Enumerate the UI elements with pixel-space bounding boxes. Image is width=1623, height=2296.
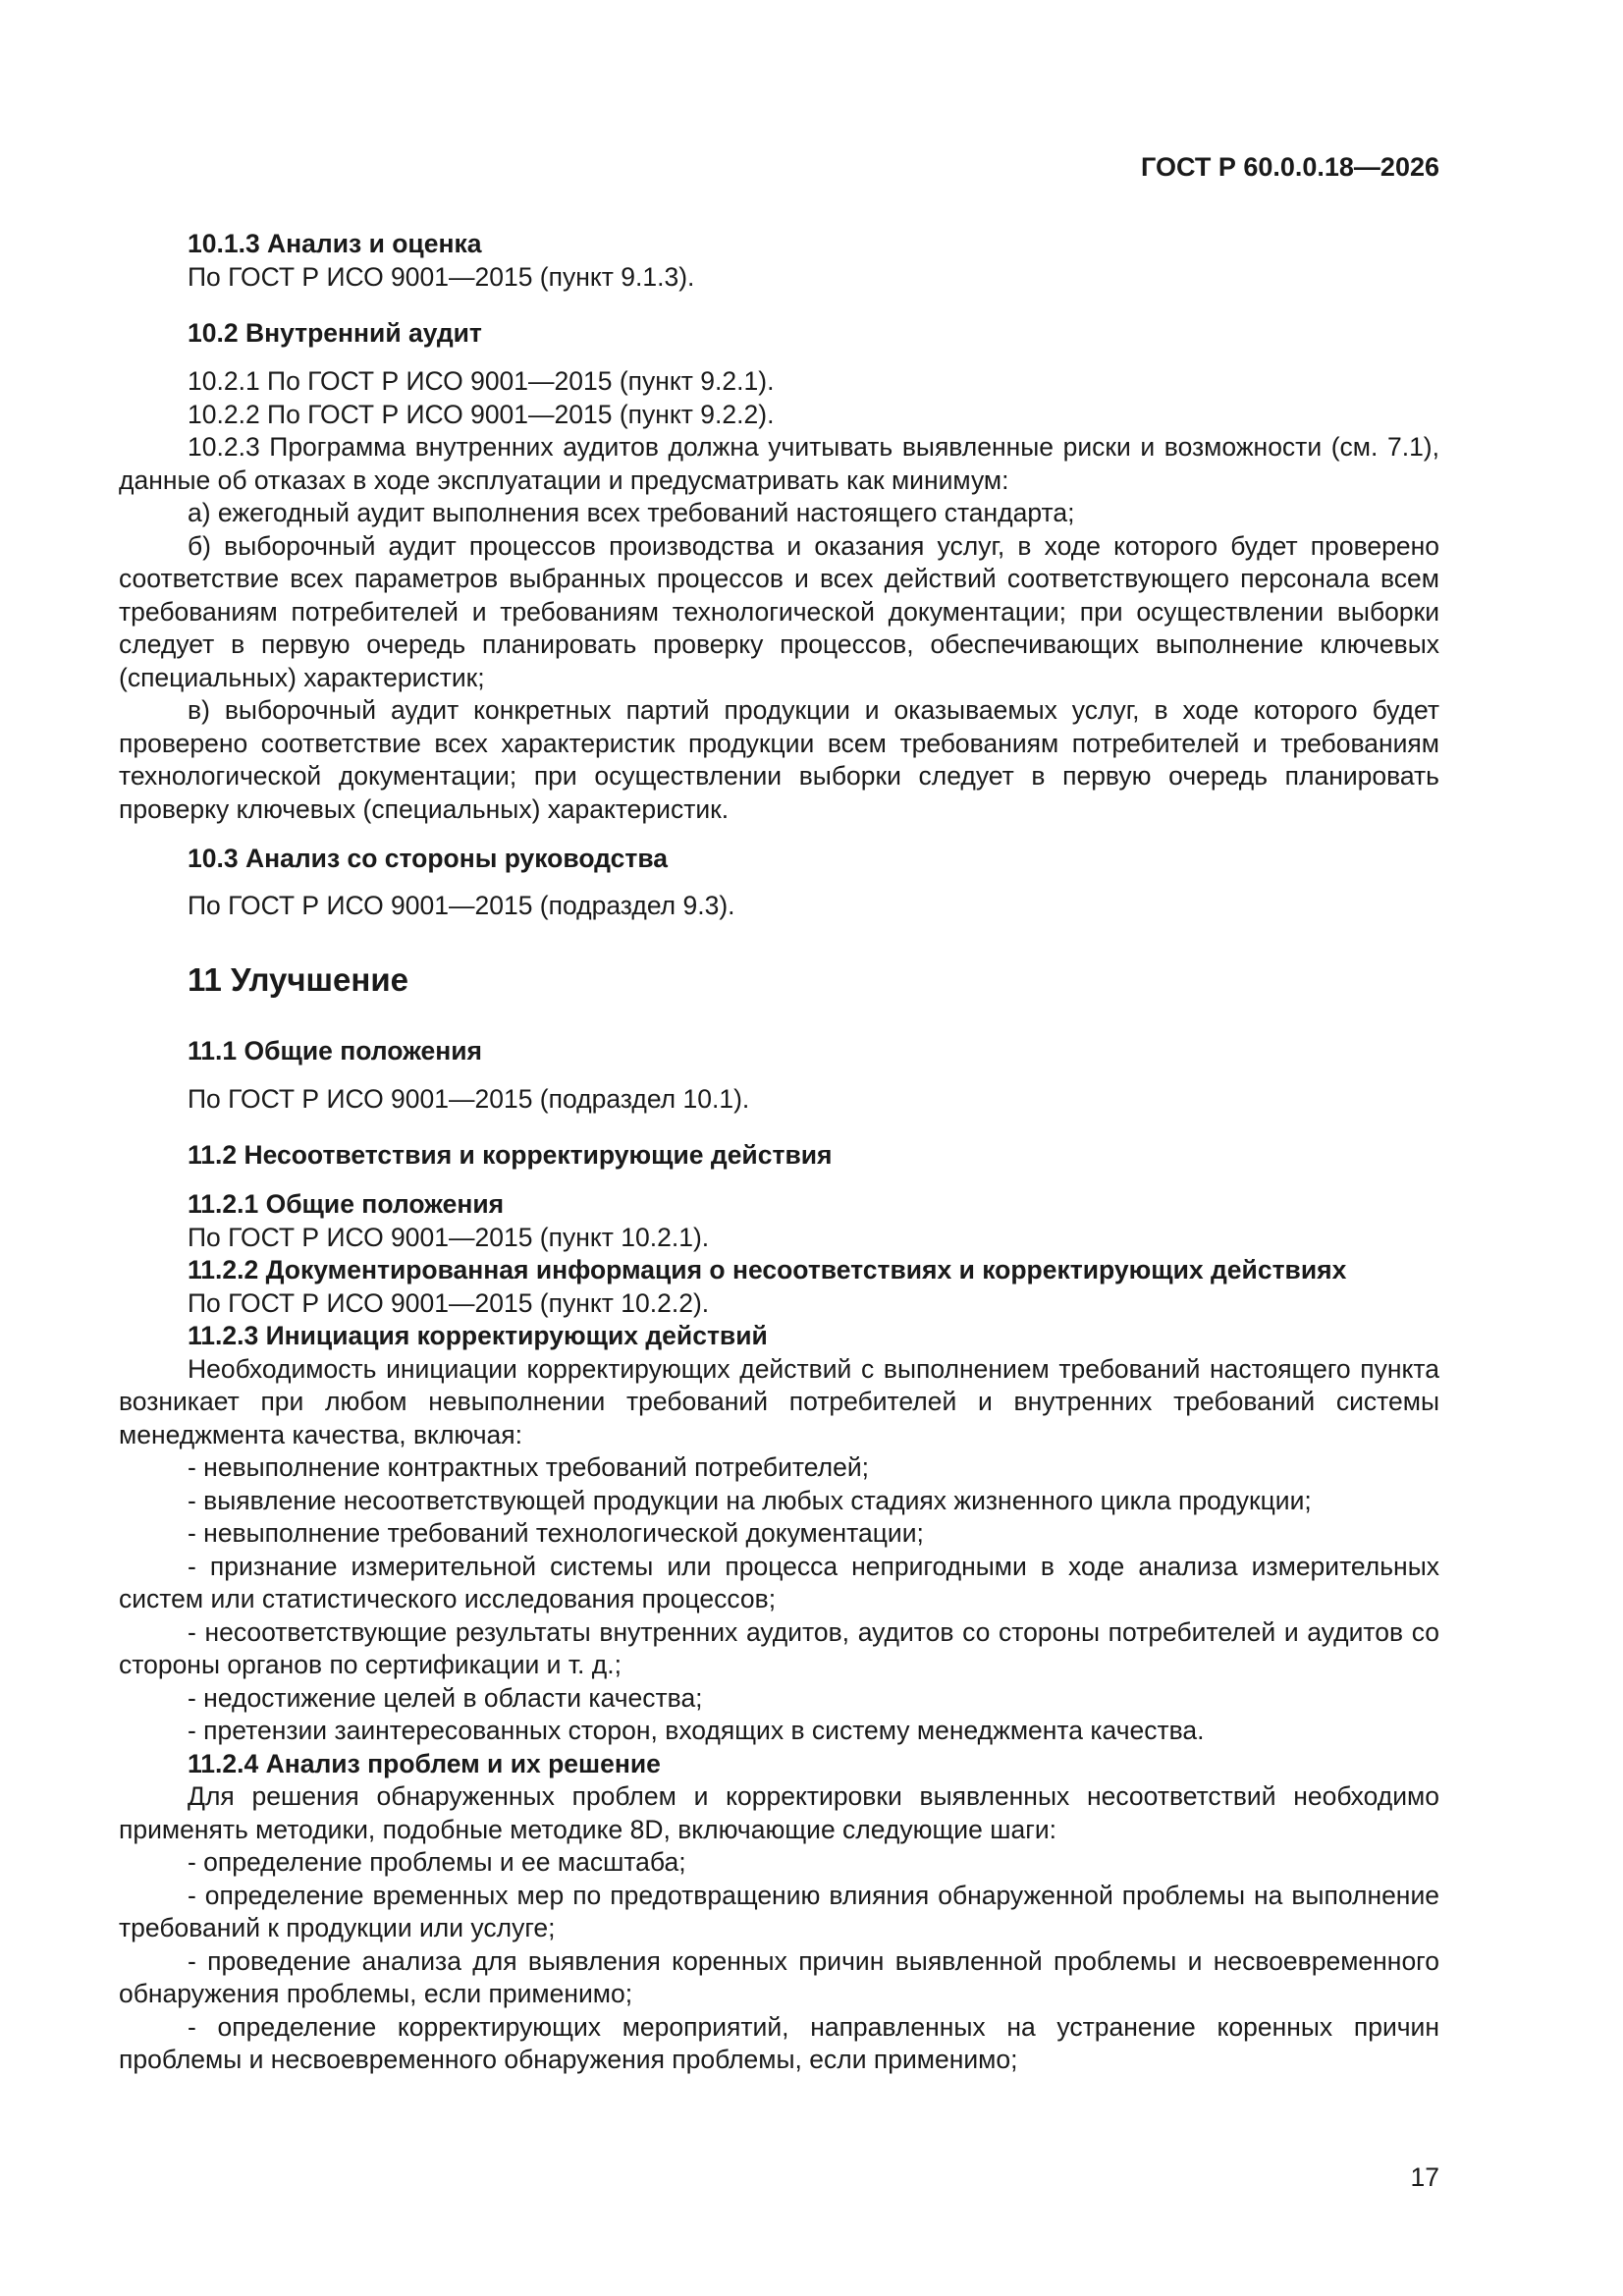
list-item: - выявление несоответствующей продукции на любых стадиях жизненного цикла продукции; xyxy=(188,1485,1312,1515)
section-heading: 11.2.4 Анализ проблем и их решение xyxy=(188,1748,661,1778)
page-number: 17 xyxy=(1410,2162,1439,2192)
section-11-2-body xyxy=(119,1188,1439,2077)
list-item: - претензии заинтересованных сторон, входящих в систему менеджмента качества. xyxy=(188,1716,1205,1745)
section-heading: 11.2.3 Инициация корректирующих действий xyxy=(188,1321,768,1350)
list-item: в) выборочный аудит конкретных партий продукции и оказываемых услуг, в ходе которого будет проверено соответствие всех характеристик продукции всем требованиям потребителей и требованиям технологической документации; при осуществлении выборки следует в первую очередь планировать проверку ключевых (специальных) характеристик. xyxy=(119,695,1439,824)
list-item: - определение корректирующих мероприятий, направленных на устранение коренных причин проблемы и несвоевременного обнаружения проблемы, если применимо; xyxy=(119,2011,1439,2074)
list-item: - несоответствующие результаты внутренних аудитов, аудитов со стороны потребителей и аудитов со стороны органов по сертификации и т. д.; xyxy=(119,1616,1439,1679)
document-id-header: ГОСТ Р 60.0.0.18—2026 xyxy=(1141,152,1439,182)
list-item: б) выборочный аудит процессов производства и оказания услуг, в ходе которого будет проверено соответствие всех параметров выбранных процессов и всех действий соответствующего персонала всем требованиям потребителей и требованиям технологической документации; при осуществлении выборки следует в первую очередь планировать проверку процессов, обеспечивающих выполнение ключевых (специальных) характеристик; xyxy=(119,530,1439,692)
section-heading: 11.2 Несоответствия и корректирующие действия xyxy=(188,1140,833,1170)
paragraph: По ГОСТ Р ИСО 9001—2015 (подраздел 10.1). xyxy=(188,1084,750,1114)
section-10-3 xyxy=(119,843,1439,876)
paragraph: 10.2.3 Программа внутренних аудитов должна учитывать выявленные риски и возможности (см. 7.1), данные об отказах в ходе эксплуатации и предусматривать как минимум: xyxy=(119,432,1439,495)
list-item: - проведение анализа для выявления коренных причин выявленной проблемы и несвоевременного обнаружения проблемы, если применимо; xyxy=(119,1945,1439,2008)
paragraph: Для решения обнаруженных проблем и корректировки выявленных несоответствий необходимо применять методики, подобные методике 8D, включающие следующие шаги: xyxy=(119,1781,1439,1844)
paragraph: По ГОСТ Р ИСО 9001—2015 (пункт 10.2.1). xyxy=(188,1222,710,1252)
list-item: а) ежегодный аудит выполнения всех требований настоящего стандарта; xyxy=(188,498,1075,527)
section-10-2-body xyxy=(119,365,1439,826)
list-item: - определение временных мер по предотвращению влияния обнаруженной проблемы на выполнение требований к продукции или услуге; xyxy=(119,1880,1439,1942)
paragraph: Необходимость инициации корректирующих действий с выполнением требований настоящего пункта возникает при любом невыполнении требований потребителей и внутренних требований системы менеджмента качества, включая: xyxy=(119,1353,1439,1449)
section-10-2 xyxy=(119,317,1439,351)
section-11-1-body xyxy=(119,1083,1439,1117)
list-item: - недостижение целей в области качества; xyxy=(188,1682,703,1713)
section-heading: 10.1.3 Анализ и оценка xyxy=(188,229,482,258)
paragraph: 10.2.2 По ГОСТ Р ИСО 9001—2015 (пункт 9.2.2). xyxy=(188,399,775,429)
paragraph: По ГОСТ Р ИСО 9001—2015 (пункт 10.2.2). xyxy=(188,1287,710,1318)
chapter-heading: 11 Улучшение xyxy=(188,961,408,998)
list-item: - признание измерительной системы или процесса непригодными в ходе анализа измерительных систем или статистического исследования процессов; xyxy=(119,1551,1439,1613)
section-11-1 xyxy=(119,1035,1439,1068)
section-10-3-body xyxy=(119,890,1439,923)
list-item: - определение проблемы и ее масштаба; xyxy=(188,1847,686,1877)
list-item: - невыполнение требований технологической документации; xyxy=(188,1518,924,1548)
section-heading: 11.2.1 Общие положения xyxy=(188,1189,505,1219)
section-10-1-3 xyxy=(119,228,1439,294)
section-heading: 10.2 Внутренний аудит xyxy=(188,318,482,348)
paragraph: По ГОСТ Р ИСО 9001—2015 (пункт 9.1.3). xyxy=(188,261,695,292)
section-heading: 11.2.2 Документированная информация о несоответствиях и корректирующих действиях xyxy=(188,1255,1347,1285)
section-heading: 11.1 Общие положения xyxy=(188,1036,483,1066)
chapter-11 xyxy=(119,963,1439,997)
list-item: - невыполнение контрактных требований потребителей; xyxy=(188,1452,869,1482)
section-heading: 10.3 Анализ со стороны руководства xyxy=(188,844,669,873)
section-11-2 xyxy=(119,1139,1439,1173)
paragraph: 10.2.1 По ГОСТ Р ИСО 9001—2015 (пункт 9.2.1). xyxy=(188,366,775,396)
paragraph: По ГОСТ Р ИСО 9001—2015 (подраздел 9.3). xyxy=(188,891,735,920)
